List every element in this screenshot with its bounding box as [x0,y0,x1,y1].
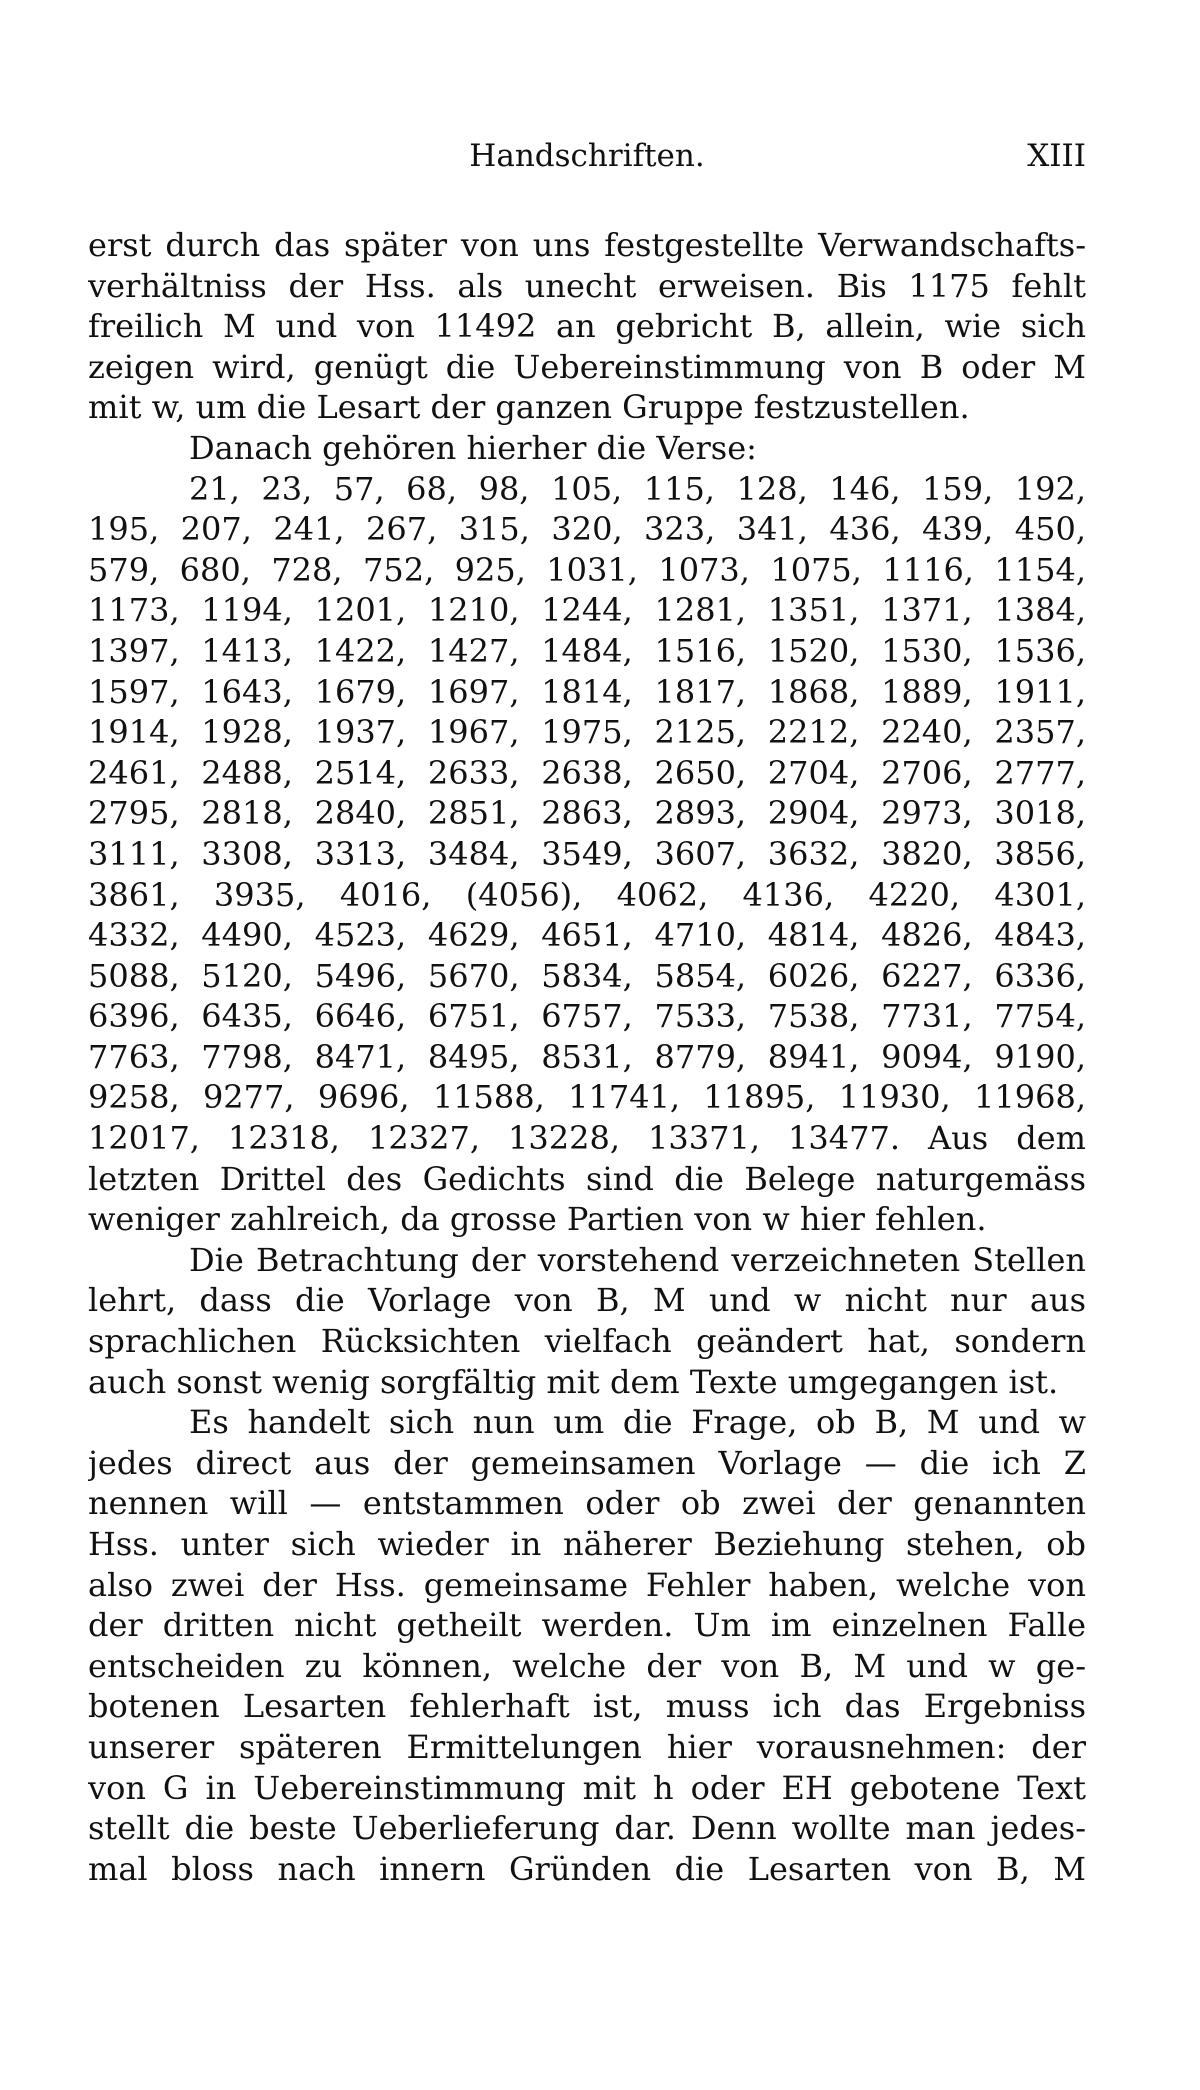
verse-number-line: 7763, 7798, 8471, 8495, 8531, 8779, 8941, 9094, 9190, [88,1037,1086,1076]
verse-number-line: 579, 680, 728, 752, 925, 1031, 1073, 1075, 1116, 1154, [88,550,1086,589]
text-line: jedes direct aus der gemeinsamen Vorlage — die ich Z [88,1443,1086,1482]
text-line: mal bloss nach innern Gründen die Lesarten von B, M [88,1849,1086,1888]
text-line: botenen Lesarten fehlerhaft ist, muss ich das Ergebniss [88,1687,1086,1726]
verse-number-line: 195, 207, 241, 267, 315, 320, 323, 341, 436, 439, 450, [88,510,1086,549]
text-line: auch sonst wenig sorgfältig mit dem Texte umgegangen ist. [88,1362,1059,1401]
text-line: letzten Drittel des Gedichts sind die Belege naturgemäss [88,1159,1086,1198]
text-line: Die Betrachtung der vorstehend verzeichneten Stellen [189,1240,1086,1279]
text-line: unserer späteren Ermittelungen hier vorausnehmen: der [88,1727,1086,1766]
text-line: also zwei der Hss. gemeinsame Fehler haben, welche von [88,1565,1086,1604]
text-line: stellt die beste Ueberlieferung dar. Denn wollte man jedes- [88,1809,1086,1848]
text-line: Hss. unter sich wieder in näherer Beziehung stehen, ob [88,1525,1086,1563]
page-header [88,138,1086,184]
text-line: von G in Uebereinstimmung mit h oder EH gebotene Text [88,1768,1086,1807]
verse-number-line: 12017, 12318, 12327, 13228, 13371, 13477. Aus dem [88,1119,1086,1158]
verse-number-line: 2461, 2488, 2514, 2633, 2638, 2650, 2704, 2706, 2777, [88,753,1086,792]
text-line: freilich M und von 11492 an gebricht B, allein, wie sich [88,307,1086,346]
text-line: lehrt, dass die Vorlage von B, M und w nicht nur aus [88,1281,1086,1320]
verse-number-line: 9258, 9277, 9696, 11588, 11741, 11895, 11930, 11968, [88,1078,1086,1117]
text-line: sprachlichen Rücksichten vielfach geändert hat, sondern [88,1322,1086,1361]
text-line: weniger zahlreich, da grosse Partien von w hier fehlen. [88,1200,987,1239]
verse-number-line: 2795, 2818, 2840, 2851, 2863, 2893, 2904, 2973, 3018, [88,794,1086,833]
text-line: Es handelt sich nun um die Frage, ob B, M und w [189,1403,1086,1442]
text-line: Danach gehören hierher die Verse: [189,428,757,467]
running-title: Handschriften. [469,138,705,174]
verse-number-line: 1397, 1413, 1422, 1427, 1484, 1516, 1520, 1530, 1536, [88,631,1086,670]
verse-number-line: 3861, 3935, 4016, (4056), 4062, 4136, 4220, 4301, [88,875,1086,914]
text-line: zeigen wird, genügt die Uebereinstimmung von B oder M [88,347,1086,386]
verse-number-line: 1914, 1928, 1937, 1967, 1975, 2125, 2212, 2240, 2357, [88,713,1086,752]
text-line: entscheiden zu können, welche der von B, M und w ge- [88,1646,1086,1685]
verse-number-line: 5088, 5120, 5496, 5670, 5834, 5854, 6026, 6227, 6336, [88,956,1086,995]
text-line: mit w, um die Lesart der ganzen Gruppe festzustellen. [88,388,970,427]
verse-number-line: 4332, 4490, 4523, 4629, 4651, 4710, 4814, 4826, 4843, [88,916,1086,955]
body-text [88,225,1086,1889]
text-line: nennen will — entstammen oder ob zwei der genannten [88,1484,1086,1523]
verse-number-line: 21, 23, 57, 68, 98, 105, 115, 128, 146, 159, 192, [189,469,1086,508]
text-line: erst durch das später von uns festgestellte Verwandschafts- [88,226,1086,264]
text-line: der dritten nicht getheilt werden. Um im einzelnen Falle [88,1606,1086,1645]
verse-number-line: 1173, 1194, 1201, 1210, 1244, 1281, 1351, 1371, 1384, [88,591,1086,630]
page-number: XIII [1027,138,1086,174]
verse-number-line: 1597, 1643, 1679, 1697, 1814, 1817, 1868, 1889, 1911, [88,672,1086,711]
verse-number-line: 6396, 6435, 6646, 6751, 6757, 7533, 7538, 7731, 7754, [88,997,1086,1036]
text-line: verhältniss der Hss. als unecht erweisen. Bis 1175 fehlt [88,266,1086,305]
verse-number-line: 3111, 3308, 3313, 3484, 3549, 3607, 3632, 3820, 3856, [88,834,1086,873]
